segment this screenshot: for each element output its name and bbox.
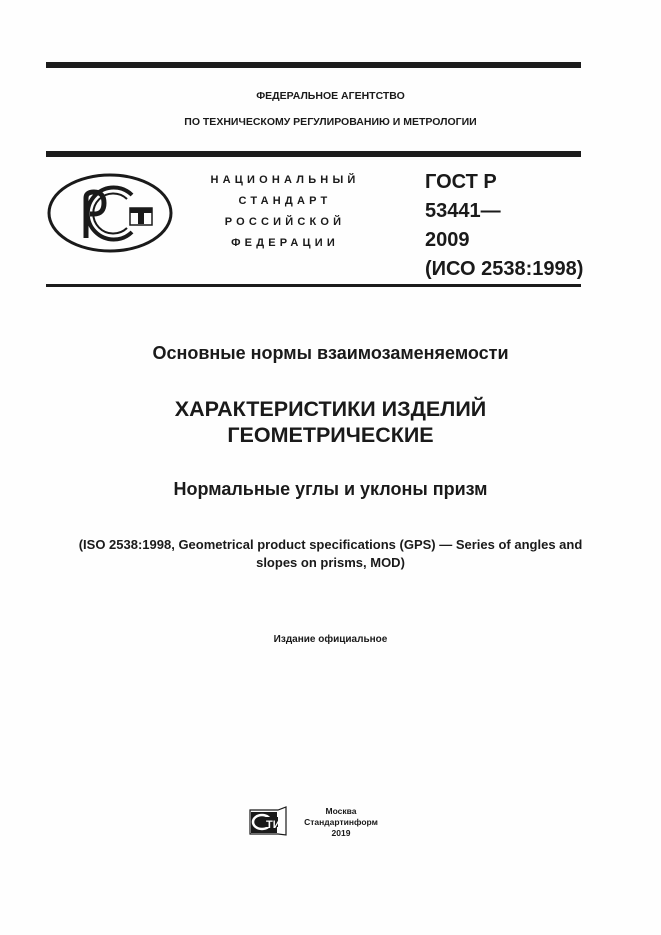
edition-label: Издание официальное [273, 634, 388, 645]
group-title: Основные нормы взаимозаменяемости [152, 343, 509, 363]
national-standard-line-3: РОССИЙСКОЙ [224, 216, 346, 228]
standard-designation [425, 168, 583, 284]
national-standard-line-4: ФЕДЕРАЦИИ [231, 237, 339, 249]
iso-reference-line-1: (ISO 2538:1998, Geometrical product specifications (GPS) — Series of angles and [78, 537, 583, 552]
publisher-name: Стандартинформ [304, 817, 378, 827]
top-rule [46, 62, 581, 68]
title-line-2: ГЕОМЕТРИЧЕСКИЕ [227, 423, 434, 447]
designation-rule [46, 284, 581, 287]
iso-reference [0, 536, 661, 572]
designation-line-3: 2009 [425, 229, 470, 251]
designation-line-1: ГОСТ Р [425, 171, 497, 193]
publisher-info [298, 806, 384, 839]
publisher-year: 2019 [331, 828, 351, 838]
designation-line-4: (ИСО 2538:1998) [425, 258, 584, 280]
title-line-1: ХАРАКТЕРИСТИКИ ИЗДЕЛИЙ [174, 397, 487, 421]
publisher-city: Москва [325, 806, 357, 816]
document-subtitle: Нормальные углы и уклоны призм [173, 479, 488, 499]
standartinform-logo-icon [248, 806, 288, 841]
agency-line-1: ФЕДЕРАЛЬНОЕ АГЕНТСТВО [256, 90, 405, 102]
iso-reference-line-2: slopes on prisms, MOD) [256, 555, 405, 570]
national-standard-line-1: НАЦИОНАЛЬНЫЙ [210, 174, 360, 186]
designation-line-2: 53441— [425, 200, 501, 222]
national-standard-label [200, 170, 370, 254]
national-standard-line-2: СТАНДАРТ [238, 195, 332, 207]
agency-line-2: ПО ТЕХНИЧЕСКОМУ РЕГУЛИРОВАНИЮ И МЕТРОЛОГИИ [184, 116, 477, 128]
rst-gost-certification-logo-icon [46, 172, 174, 259]
document-title [0, 396, 661, 448]
header-rule [46, 151, 581, 157]
svg-text:ТИ: ТИ [266, 819, 281, 831]
